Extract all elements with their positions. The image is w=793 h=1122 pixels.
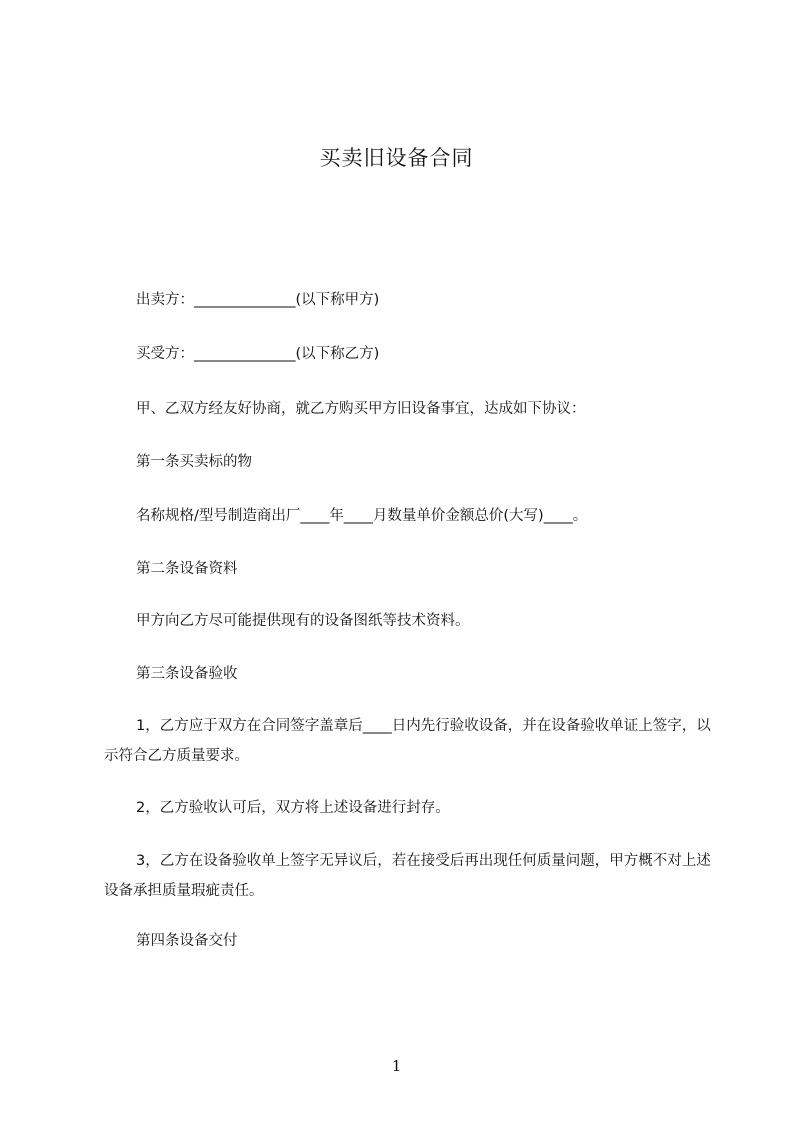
article-3-item-1: 1，乙方应于双方在合同签字盖章后____日内先行验收设备，并在设备验收单证上签字，以示符合乙方质量要求。 [104, 718, 711, 764]
article-2-body: 甲方向乙方尽可能提供现有的设备图纸等技术资料。 [136, 613, 470, 629]
article-3-heading: 第三条设备验收 [136, 666, 238, 682]
buyer-line: 买受方：______________(以下称乙方) [136, 346, 380, 362]
page-number: 1 [391, 1057, 402, 1075]
article-3-item-2: 2，乙方验收认可后，双方将上述设备进行封存。 [136, 800, 450, 816]
article-4-heading: 第四条设备交付 [136, 933, 238, 949]
intro-paragraph: 甲、乙双方经友好协商，就乙方购买甲方旧设备事宜，达成如下协议： [136, 401, 586, 417]
article-3-item-3: 3，乙方在设备验收单上签字无异议后，若在接受后再出现任何质量问题，甲方概不对上述设备承担质量瑕疵责任。 [104, 853, 711, 899]
article-1-heading: 第一条买卖标的物 [136, 454, 252, 470]
document-title: 买卖旧设备合同 [319, 146, 474, 170]
article-1-body: 名称规格/型号制造商出厂____年____月数量单价金额总价(大写)____。 [136, 508, 588, 524]
article-2-heading: 第二条设备资料 [136, 561, 238, 577]
seller-line: 出卖方：______________(以下称甲方) [136, 292, 380, 308]
